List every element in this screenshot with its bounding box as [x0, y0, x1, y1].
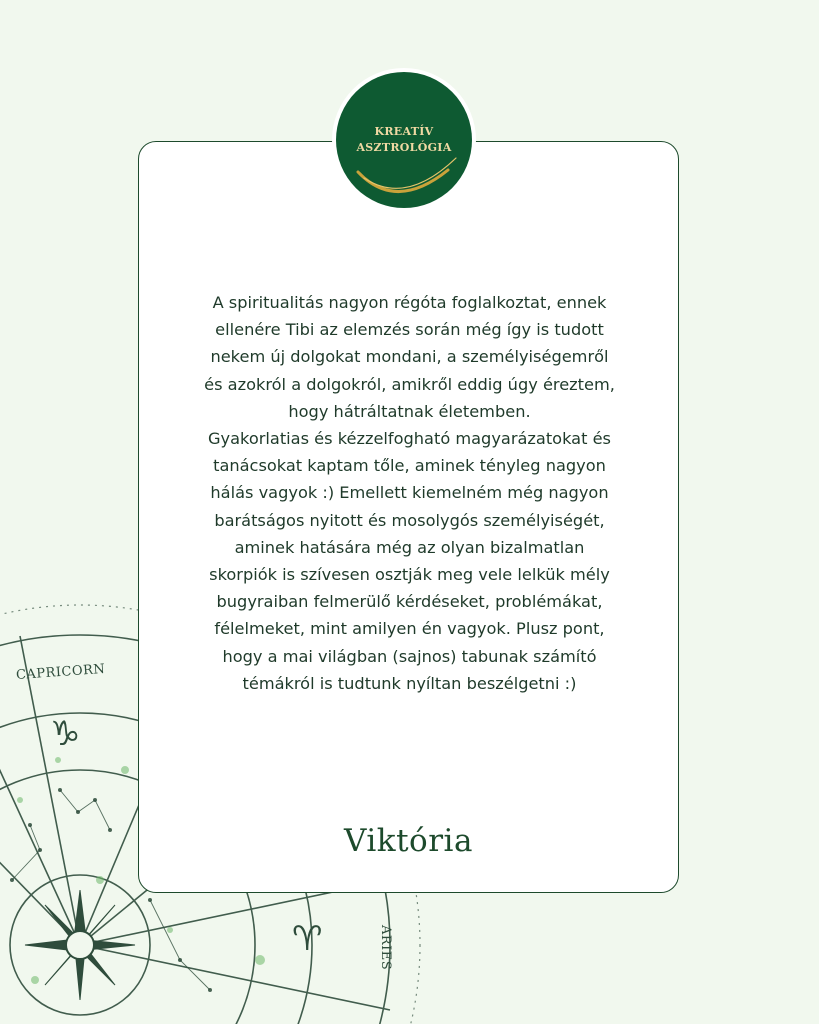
logo-line-2: ASZTROLÓGIA: [356, 141, 452, 154]
testimonial-line: témákról is tudtunk nyíltan beszélgetni :): [242, 673, 577, 693]
testimonial-line: hálás vagyok :) Emellett kiemelném még nagyon: [210, 483, 609, 503]
testimonial-line: A spiritualitás nagyon régóta foglalkoztat, ennek: [212, 293, 607, 312]
testimonial-line: bugyraiban felmerülő kérdéseket, problémákat,: [216, 592, 603, 612]
aries-icon: ♈: [292, 919, 323, 959]
testimonial-line: nekem új dolgokat mondani, a személyiségemről: [210, 347, 609, 367]
logo-line-1: KREATÍV: [374, 125, 434, 138]
testimonial-line: aminek hatására még az olyan bizalmatlan: [234, 537, 585, 557]
testimonial-line: Gyakorlatias és kézzelfogható magyarázatokat és: [208, 429, 611, 449]
testimonial-line: ellenére Tibi az elemzés során még így is tudott: [215, 320, 604, 340]
aries-label: ARIES: [378, 925, 393, 971]
testimonial-text: [150, 289, 669, 697]
testimonial-line: és azokról a dolgokról, amikről eddig úgy éreztem,: [204, 374, 615, 394]
kreativ-asztrologia-logo: [332, 68, 476, 212]
author-signature: Viktória: [344, 823, 473, 859]
testimonial-line: skorpiók is szívesen osztják meg vele lelkük mély: [209, 565, 610, 585]
testimonial-line: barátságos nyitott és mosolygós személyiségét,: [214, 510, 605, 530]
capricorn-label: CAPRICORN: [15, 661, 106, 684]
capricorn-icon: ♑: [50, 714, 81, 754]
testimonial-line: tanácsokat kaptam tőle, aminek tényleg nagyon: [213, 456, 606, 476]
testimonial-line: félelmeket, mint amilyen én vagyok. Plusz pont,: [214, 619, 605, 639]
testimonial-line: hogy hátráltatnak életemben.: [288, 401, 531, 421]
logo-badge: [336, 72, 472, 208]
testimonial-line: hogy a mai világban (sajnos) tabunak számító: [222, 646, 597, 666]
